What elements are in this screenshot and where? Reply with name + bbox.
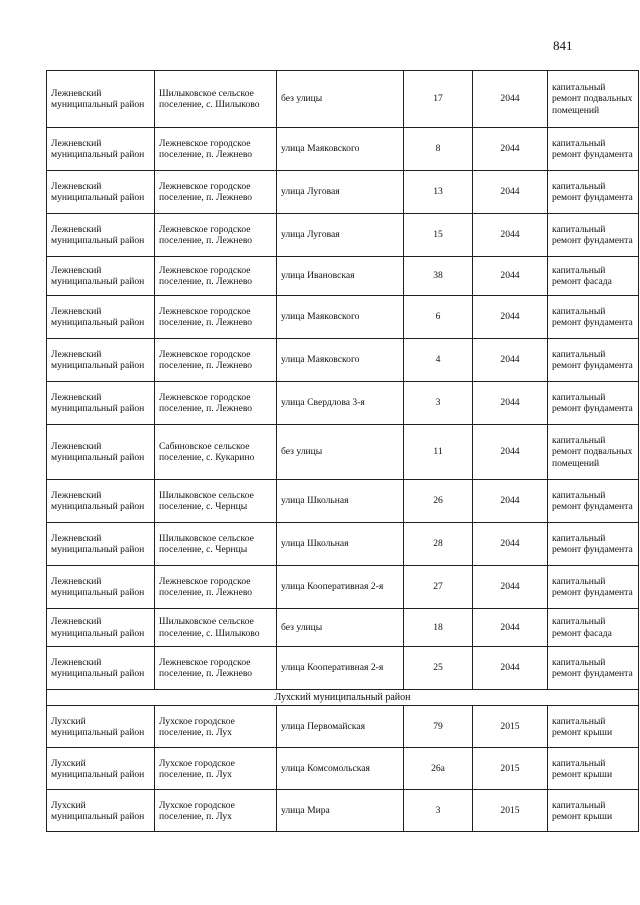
district-cell: Лухский муниципальный район — [47, 790, 155, 832]
district-cell: Лежневский муниципальный район — [47, 425, 155, 480]
table-body — [47, 71, 639, 832]
district-cell: Лежневский муниципальный район — [47, 480, 155, 523]
work-type-cell: капитальный ремонт крыши — [548, 790, 639, 832]
district-cell: Лежневский муниципальный район — [47, 523, 155, 566]
year-cell: 2044 — [473, 425, 548, 480]
street-cell: улица Свердлова 3-я — [277, 382, 404, 425]
settlement-cell: Лежневское городское поселение, п. Лежнево — [155, 382, 277, 425]
year-cell: 2044 — [473, 339, 548, 382]
year-cell: 2044 — [473, 257, 548, 296]
work-type-cell: капитальный ремонт фундамента — [548, 566, 639, 609]
year-cell: 2044 — [473, 382, 548, 425]
district-cell: Лежневский муниципальный район — [47, 609, 155, 647]
table-row — [47, 339, 639, 382]
house-number-cell: 79 — [404, 706, 473, 748]
year-cell: 2044 — [473, 214, 548, 257]
street-cell: улица Луговая — [277, 171, 404, 214]
house-number-cell: 25 — [404, 647, 473, 690]
year-cell: 2044 — [473, 128, 548, 171]
street-cell: улица Кооперативная 2-я — [277, 566, 404, 609]
year-cell: 2044 — [473, 609, 548, 647]
year-cell: 2044 — [473, 171, 548, 214]
year-cell: 2044 — [473, 647, 548, 690]
table-row — [47, 214, 639, 257]
street-cell: улица Маяковского — [277, 296, 404, 339]
street-cell: улица Луговая — [277, 214, 404, 257]
street-cell: улица Маяковского — [277, 128, 404, 171]
district-cell: Лежневский муниципальный район — [47, 339, 155, 382]
house-number-cell: 27 — [404, 566, 473, 609]
table-row — [47, 566, 639, 609]
street-cell: улица Маяковского — [277, 339, 404, 382]
settlement-cell: Лухское городское поселение, п. Лух — [155, 790, 277, 832]
work-type-cell: капитальный ремонт крыши — [548, 748, 639, 790]
street-cell: улица Комсомольская — [277, 748, 404, 790]
house-number-cell: 4 — [404, 339, 473, 382]
year-cell: 2044 — [473, 480, 548, 523]
table-row — [47, 257, 639, 296]
work-type-cell: капитальный ремонт фундамента — [548, 382, 639, 425]
district-cell: Лежневский муниципальный район — [47, 296, 155, 339]
settlement-cell: Лежневское городское поселение, п. Лежнево — [155, 339, 277, 382]
house-number-cell: 26а — [404, 748, 473, 790]
district-cell: Лежневский муниципальный район — [47, 71, 155, 128]
work-type-cell: капитальный ремонт фундамента — [548, 214, 639, 257]
work-type-cell: капитальный ремонт фундамента — [548, 128, 639, 171]
work-type-cell: капитальный ремонт фундамента — [548, 647, 639, 690]
table-row — [47, 171, 639, 214]
settlement-cell: Лежневское городское поселение, п. Лежнево — [155, 647, 277, 690]
table-row — [47, 382, 639, 425]
table-row — [47, 748, 639, 790]
work-type-cell: капитальный ремонт крыши — [548, 706, 639, 748]
year-cell: 2044 — [473, 523, 548, 566]
house-number-cell: 11 — [404, 425, 473, 480]
district-cell: Лежневский муниципальный район — [47, 214, 155, 257]
year-cell: 2044 — [473, 296, 548, 339]
table-row — [47, 706, 639, 748]
settlement-cell: Шилыковское сельское поселение, с. Шилыково — [155, 609, 277, 647]
work-type-cell: капитальный ремонт фундамента — [548, 296, 639, 339]
repair-schedule-table — [46, 70, 639, 832]
street-cell: улица Кооперативная 2-я — [277, 647, 404, 690]
work-type-cell: капитальный ремонт фундамента — [548, 523, 639, 566]
section-title: Лухский муниципальный район — [47, 690, 639, 706]
house-number-cell: 6 — [404, 296, 473, 339]
settlement-cell: Лежневское городское поселение, п. Лежнево — [155, 296, 277, 339]
work-type-cell: капитальный ремонт фундамента — [548, 480, 639, 523]
district-cell: Лежневский муниципальный район — [47, 128, 155, 171]
page-number: 841 — [553, 38, 573, 53]
settlement-cell: Сабиновское сельское поселение, с. Кукарино — [155, 425, 277, 480]
year-cell: 2015 — [473, 790, 548, 832]
settlement-cell: Лежневское городское поселение, п. Лежнево — [155, 128, 277, 171]
settlement-cell: Лежневское городское поселение, п. Лежнево — [155, 171, 277, 214]
house-number-cell: 3 — [404, 790, 473, 832]
year-cell: 2015 — [473, 706, 548, 748]
street-cell: улица Ивановская — [277, 257, 404, 296]
district-cell: Лежневский муниципальный район — [47, 382, 155, 425]
house-number-cell: 38 — [404, 257, 473, 296]
settlement-cell: Лухское городское поселение, п. Лух — [155, 706, 277, 748]
house-number-cell: 26 — [404, 480, 473, 523]
table-row — [47, 647, 639, 690]
house-number-cell: 17 — [404, 71, 473, 128]
table-row — [47, 790, 639, 832]
work-type-cell: капитальный ремонт фундамента — [548, 171, 639, 214]
table-row — [47, 480, 639, 523]
work-type-cell: капитальный ремонт фундамента — [548, 339, 639, 382]
settlement-cell: Шилыковское сельское поселение, с. Чернцы — [155, 523, 277, 566]
street-cell: без улицы — [277, 71, 404, 128]
table-row — [47, 71, 639, 128]
street-cell: улица Школьная — [277, 480, 404, 523]
street-cell: без улицы — [277, 425, 404, 480]
work-type-cell: капитальный ремонт фасада — [548, 609, 639, 647]
work-type-cell: капитальный ремонт фасада — [548, 257, 639, 296]
district-cell: Лежневский муниципальный район — [47, 566, 155, 609]
year-cell: 2044 — [473, 71, 548, 128]
street-cell: улица Первомайская — [277, 706, 404, 748]
settlement-cell: Лухское городское поселение, п. Лух — [155, 748, 277, 790]
house-number-cell: 15 — [404, 214, 473, 257]
street-cell: улица Школьная — [277, 523, 404, 566]
work-type-cell: капитальный ремонт подвальных помещений — [548, 71, 639, 128]
table-row — [47, 128, 639, 171]
house-number-cell: 8 — [404, 128, 473, 171]
district-cell: Лежневский муниципальный район — [47, 257, 155, 296]
year-cell: 2044 — [473, 566, 548, 609]
district-cell: Лухский муниципальный район — [47, 748, 155, 790]
street-cell: без улицы — [277, 609, 404, 647]
settlement-cell: Лежневское городское поселение, п. Лежнево — [155, 214, 277, 257]
work-type-cell: капитальный ремонт подвальных помещений — [548, 425, 639, 480]
house-number-cell: 13 — [404, 171, 473, 214]
year-cell: 2015 — [473, 748, 548, 790]
street-cell: улица Мира — [277, 790, 404, 832]
table-row — [47, 296, 639, 339]
district-cell: Лежневский муниципальный район — [47, 647, 155, 690]
house-number-cell: 3 — [404, 382, 473, 425]
table-row — [47, 609, 639, 647]
house-number-cell: 28 — [404, 523, 473, 566]
section-header-row — [47, 690, 639, 706]
settlement-cell: Лежневское городское поселение, п. Лежнево — [155, 257, 277, 296]
table-row — [47, 425, 639, 480]
house-number-cell: 18 — [404, 609, 473, 647]
table-row — [47, 523, 639, 566]
settlement-cell: Шилыковское сельское поселение, с. Шилыково — [155, 71, 277, 128]
district-cell: Лежневский муниципальный район — [47, 171, 155, 214]
district-cell: Лухский муниципальный район — [47, 706, 155, 748]
settlement-cell: Шилыковское сельское поселение, с. Чернцы — [155, 480, 277, 523]
settlement-cell: Лежневское городское поселение, п. Лежнево — [155, 566, 277, 609]
